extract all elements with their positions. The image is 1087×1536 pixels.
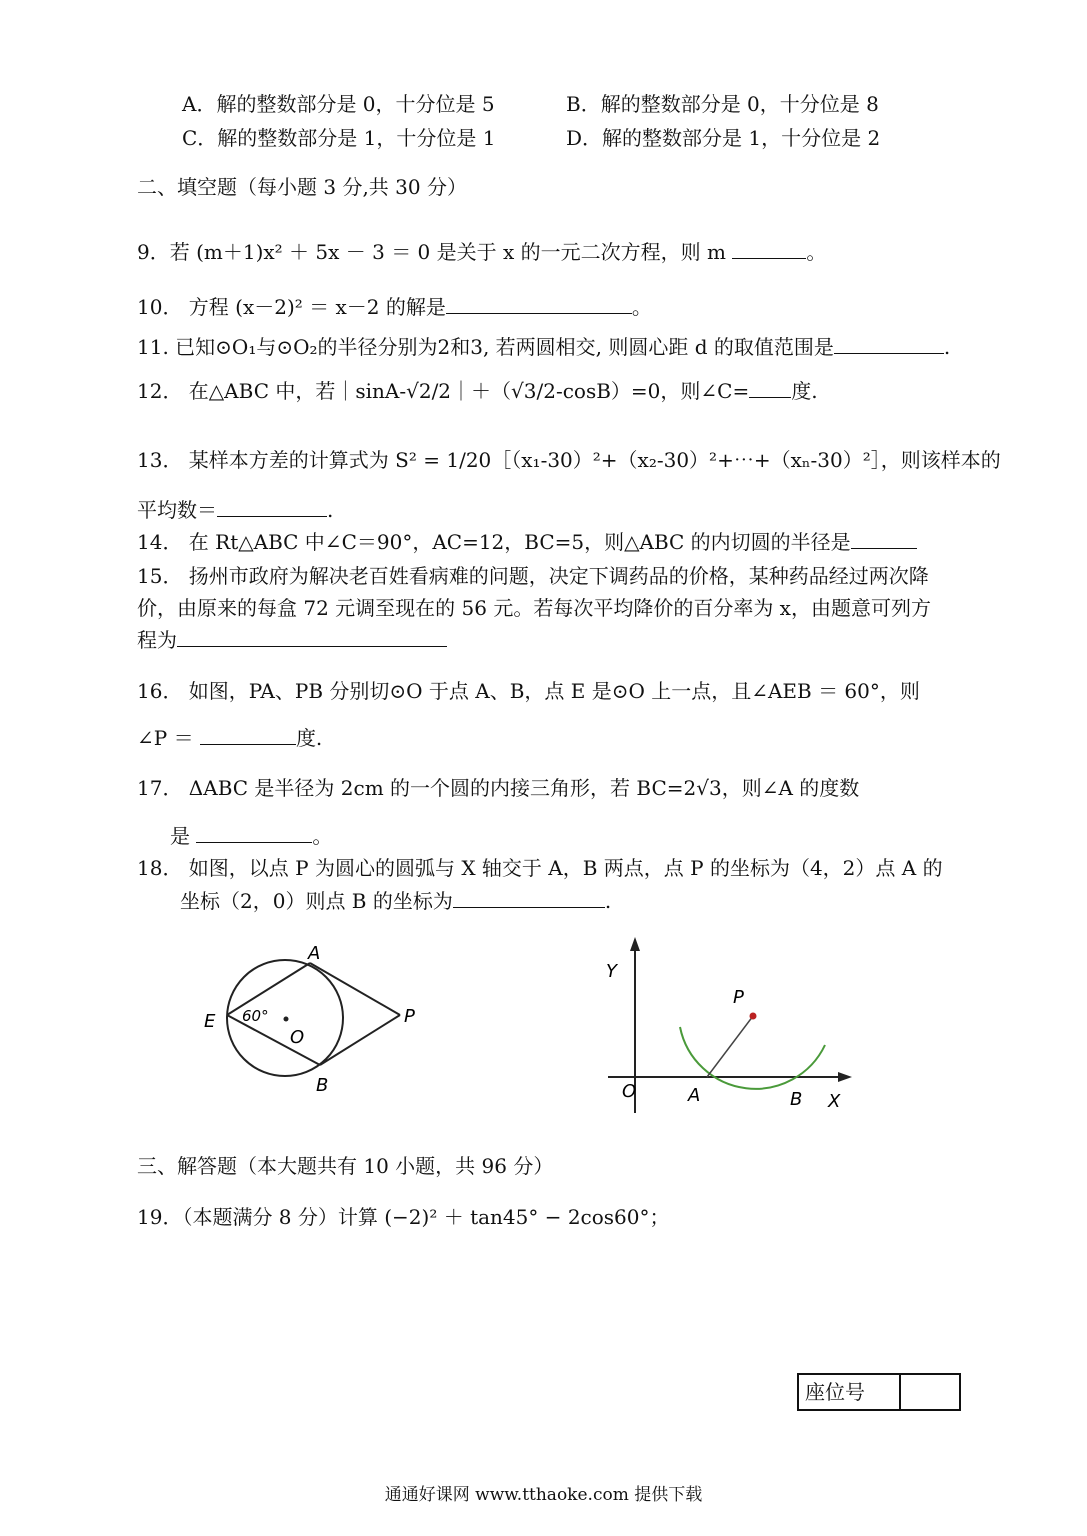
answer-blank-14[interactable]: [851, 528, 917, 549]
q14-text: 14． 在 Rt△ABC 中∠C＝90°，AC=12，BC=5，则△ABC 的内切圆的半径是: [137, 530, 851, 554]
label-o: O: [290, 1027, 305, 1048]
angle-label: 60°: [242, 1007, 269, 1025]
q11-text: 11. 已知⊙O₁与⊙O₂的半径分别为2和3, 若两圆相交, 则圆心距 d 的取值范围是: [137, 335, 834, 359]
answer-blank-11[interactable]: [834, 333, 944, 354]
question-17-cont: [170, 822, 332, 850]
footer-text: 通通好课网 www.tthaoke.com 提供下载: [384, 1485, 703, 1505]
question-12: [137, 377, 818, 405]
q15c-text: 程为: [137, 628, 177, 652]
figure-tangent-circle: [190, 935, 440, 1100]
label-p: P: [733, 987, 744, 1008]
section-3-heading: 三、解答题（本大题共有 10 小题，共 96 分）: [137, 1154, 554, 1178]
answer-blank-9[interactable]: [732, 238, 806, 259]
question-15-line-3: [137, 626, 447, 654]
q17b-text: 是: [170, 824, 190, 848]
q16b-end: 度.: [295, 726, 323, 750]
q18b-end: .: [604, 889, 612, 913]
label-a: A: [688, 1085, 701, 1106]
y-arrow-icon: [630, 937, 640, 951]
q11-end: .: [943, 335, 951, 359]
q16b-text: ∠P ＝: [137, 726, 194, 750]
radius-pa: [707, 1016, 753, 1077]
seat-number-field[interactable]: [901, 1375, 959, 1409]
q9-text: 9．若 (m＋1)x² ＋ 5x － 3 ＝ 0 是关于 x 的一元二次方程，则 m: [137, 240, 726, 264]
question-14: [137, 528, 917, 556]
q9-end: 。: [806, 240, 827, 264]
answer-blank-16[interactable]: [200, 724, 296, 745]
label-origin: O: [622, 1081, 637, 1102]
answer-blank-17[interactable]: [196, 822, 312, 843]
answer-blank-18[interactable]: [453, 887, 605, 908]
line-eb: [227, 1015, 320, 1065]
q12-text: 12． 在△ABC 中，若｜sinA-√2/2｜＋（√3/2-cosB）=0，则∠C=: [137, 379, 750, 403]
question-17: 17． ΔABC 是半径为 2cm 的一个圆的内接三角形，若 BC=2√3，则∠A 的度数: [137, 776, 860, 800]
seat-number-box: [797, 1373, 961, 1411]
label-p: P: [404, 1006, 415, 1027]
question-19: 19．（本题满分 8 分）计算 (−2)² ＋ tan45° − 2cos60°；: [137, 1205, 670, 1229]
label-y: Y: [606, 961, 617, 982]
question-16-cont: [137, 724, 322, 752]
answer-blank-15[interactable]: [177, 626, 447, 647]
question-18-cont: [180, 887, 611, 915]
option-c: C．解的整数部分是 1，十分位是 1: [182, 126, 496, 150]
question-13-cont: [137, 496, 333, 524]
q10-text: 10． 方程 (x－2)² ＝ x－2 的解是: [137, 295, 446, 319]
question-16: 16． 如图，PA、PB 分别切⊙O 于点 A、B，点 E 是⊙O 上一点，且∠AEB ＝ 60°，则: [137, 679, 920, 703]
question-10: [137, 293, 652, 321]
label-a: A: [308, 943, 321, 964]
q10-end: 。: [631, 295, 652, 319]
question-18: 18． 如图，以点 P 为圆心的圆弧与 X 轴交于 A，B 两点，点 P 的坐标为（4，2）点 A 的: [137, 856, 943, 880]
q17b-end: 。: [312, 824, 333, 848]
x-arrow-icon: [838, 1072, 852, 1082]
question-15-line-2: 价，由原来的每盒 72 元调至现在的 56 元。若每次平均降价的百分率为 x，由题意可列方: [137, 596, 931, 620]
point-p: [750, 1013, 757, 1020]
question-11: [137, 333, 950, 361]
q13b-text: 平均数＝: [137, 498, 217, 522]
label-b: B: [316, 1075, 329, 1096]
q12-end: 度.: [791, 379, 818, 403]
tangent-pa: [310, 963, 400, 1015]
tangent-pb: [320, 1015, 400, 1065]
figure-coordinate-arc: [590, 935, 860, 1115]
option-d: D．解的整数部分是 1，十分位是 2: [566, 126, 881, 150]
q18b-text: 坐标（2，0）则点 B 的坐标为: [180, 889, 453, 913]
answer-blank-10[interactable]: [446, 293, 632, 314]
section-2-heading: 二、填空题（每小题 3 分,共 30 分）: [137, 175, 467, 199]
question-9: [137, 238, 826, 266]
question-13: 13． 某样本方差的计算式为 S² = 1/20［（x₁-30）²+（x₂-30）²+⋯+（xₙ-30）²］，则该样本的: [137, 448, 1001, 472]
label-x: X: [828, 1091, 841, 1112]
option-b: B．解的整数部分是 0，十分位是 8: [566, 92, 879, 116]
question-15-line-1: 15． 扬州市政府为解决老百姓看病难的问题，决定下调药品的价格，某种药品经过两次降: [137, 564, 929, 588]
arc: [680, 1027, 825, 1089]
center-dot: [284, 1017, 289, 1022]
option-a: A．解的整数部分是 0，十分位是 5: [182, 92, 495, 116]
seat-number-label: 座位号: [799, 1375, 901, 1409]
q13b-end: .: [327, 498, 334, 522]
answer-blank-12[interactable]: [749, 377, 791, 398]
label-e: E: [204, 1011, 216, 1032]
answer-blank-13[interactable]: [217, 496, 327, 517]
label-b: B: [790, 1089, 803, 1110]
